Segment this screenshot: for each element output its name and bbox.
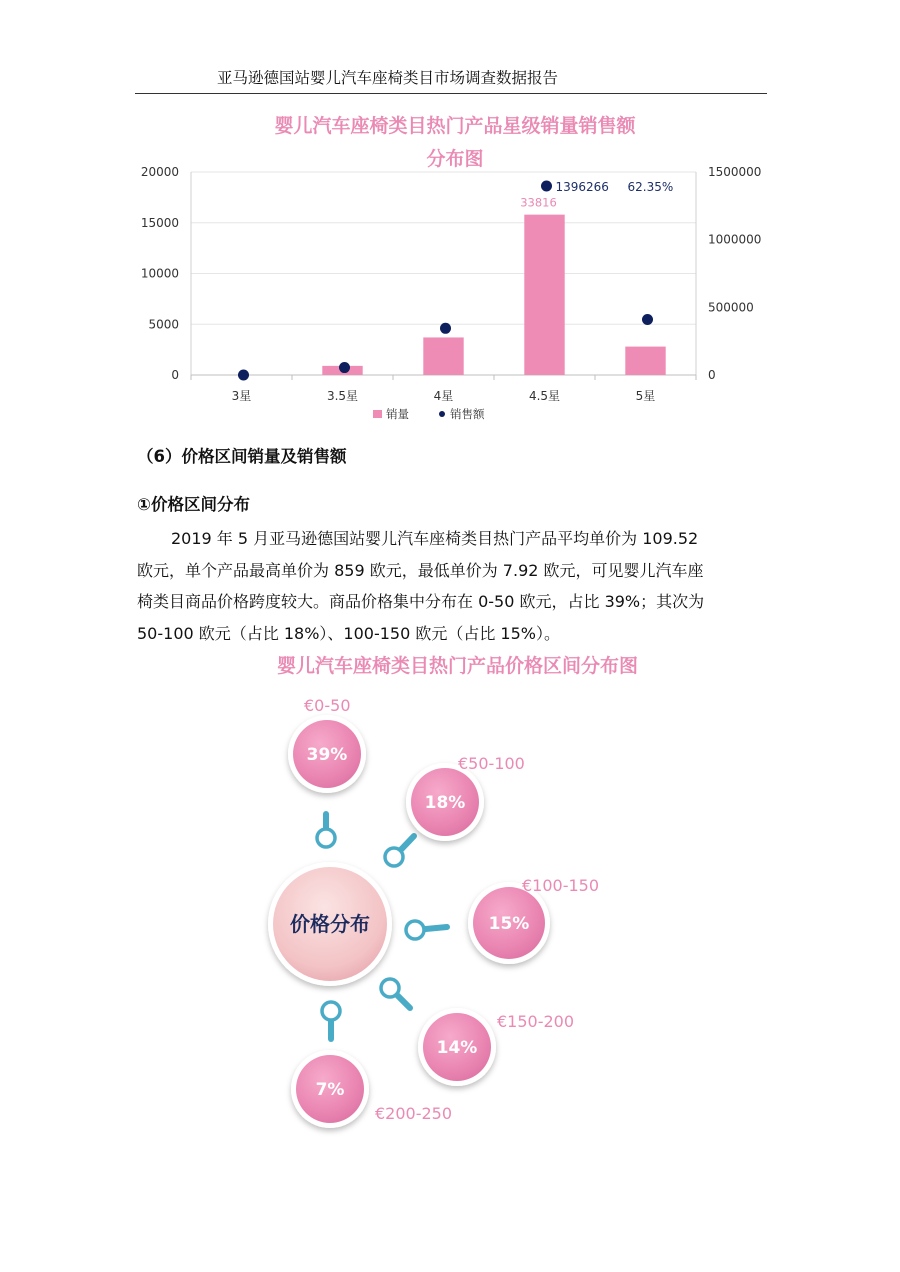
bar-data-label: 33816 xyxy=(520,195,557,210)
magnifier-icon xyxy=(322,1002,340,1020)
magnifier-icon xyxy=(317,829,335,847)
segment-range-label: €200-250 xyxy=(375,1104,453,1123)
x-tick-label: 5星 xyxy=(635,389,656,403)
sales-dot-3 xyxy=(541,181,552,192)
magnifier-icon xyxy=(406,921,424,939)
x-tick-label: 4星 xyxy=(433,389,454,403)
paragraph-line-4: 50-100 欧元（占比 18%）、100-150 欧元（占比 15%）。 xyxy=(137,623,560,643)
segment-range-label: €50-100 xyxy=(458,754,525,773)
magnifier-icon xyxy=(381,979,399,997)
segment-percent-label: 14% xyxy=(436,1038,478,1058)
y-left-tick-label: 10000 xyxy=(140,266,179,281)
legend-bar-swatch xyxy=(373,410,382,418)
legend-dot-swatch xyxy=(439,411,445,417)
segment-range-label: €150-200 xyxy=(497,1012,575,1031)
subsection-1-heading: ①价格区间分布 xyxy=(137,495,250,514)
sales-dot-2 xyxy=(440,323,451,334)
segment-range-label: €0-50 xyxy=(304,696,351,715)
y-right-tick-label: 500000 xyxy=(708,300,754,315)
x-tick-label: 3.5星 xyxy=(326,389,359,403)
y-right-tick-label: 1000000 xyxy=(708,232,762,247)
x-tick-label: 3星 xyxy=(231,389,252,403)
star-chart-title-line2: 分布图 xyxy=(426,148,484,170)
segment-range-label: €100-150 xyxy=(522,876,600,895)
price-chart-title: 婴儿汽车座椅类目热门产品价格区间分布图 xyxy=(276,655,638,677)
star-chart-title-line1: 婴儿汽车座椅类目热门产品星级销量销售额 xyxy=(274,115,636,137)
magnifier-icon xyxy=(385,848,403,866)
segment-percent-label: 7% xyxy=(315,1080,345,1100)
segment-percent-label: 39% xyxy=(306,745,348,765)
x-tick-label: 4.5星 xyxy=(528,389,561,403)
paragraph-line-2: 欧元，单个产品最高单价为 859 欧元，最低单价为 7.92 欧元，可见婴儿汽车座 xyxy=(137,560,704,580)
sales-dot-0 xyxy=(238,370,249,381)
segment-percent-label: 18% xyxy=(424,793,466,813)
y-left-tick-label: 0 xyxy=(171,368,179,382)
header-divider xyxy=(135,93,767,94)
y-left-tick-label: 5000 xyxy=(148,317,179,332)
y-right-tick-label: 1500000 xyxy=(708,165,762,179)
dot-percent-label: 62.35% xyxy=(627,180,674,195)
paragraph-line-1: 2019 年 5 月亚马逊德国站婴儿汽车座椅类目热门产品平均单价为 109.52 xyxy=(171,529,699,548)
price-distribution-diagram xyxy=(0,640,900,1160)
legend-label-sales-amount: 销售额 xyxy=(450,407,485,421)
legend-label-sales-volume: 销量 xyxy=(386,407,409,421)
bar-4 xyxy=(625,347,665,375)
sales-dot-1 xyxy=(339,362,350,373)
star-rating-chart xyxy=(130,158,770,433)
y-left-tick-label: 20000 xyxy=(140,165,179,179)
price-summary-paragraph xyxy=(137,523,765,649)
sales-dot-4 xyxy=(642,314,653,325)
report-header-title: 亚马逊德国站婴儿汽车座椅类目市场调查数据报告 xyxy=(217,69,559,87)
bar-2 xyxy=(423,337,463,375)
paragraph-line-3: 椅类目商品价格跨度较大。商品价格集中分布在 0-50 欧元，占比 39%；其次为 xyxy=(137,592,705,611)
dot-data-label: 1396266 xyxy=(555,180,609,195)
y-left-tick-label: 15000 xyxy=(140,215,179,230)
segment-percent-label: 15% xyxy=(488,914,530,934)
bar-3 xyxy=(524,215,564,375)
center-label: 价格分布 xyxy=(290,912,370,936)
y-right-tick-label: 0 xyxy=(708,368,716,382)
section-6-heading: （6）价格区间销量及销售额 xyxy=(137,447,347,466)
